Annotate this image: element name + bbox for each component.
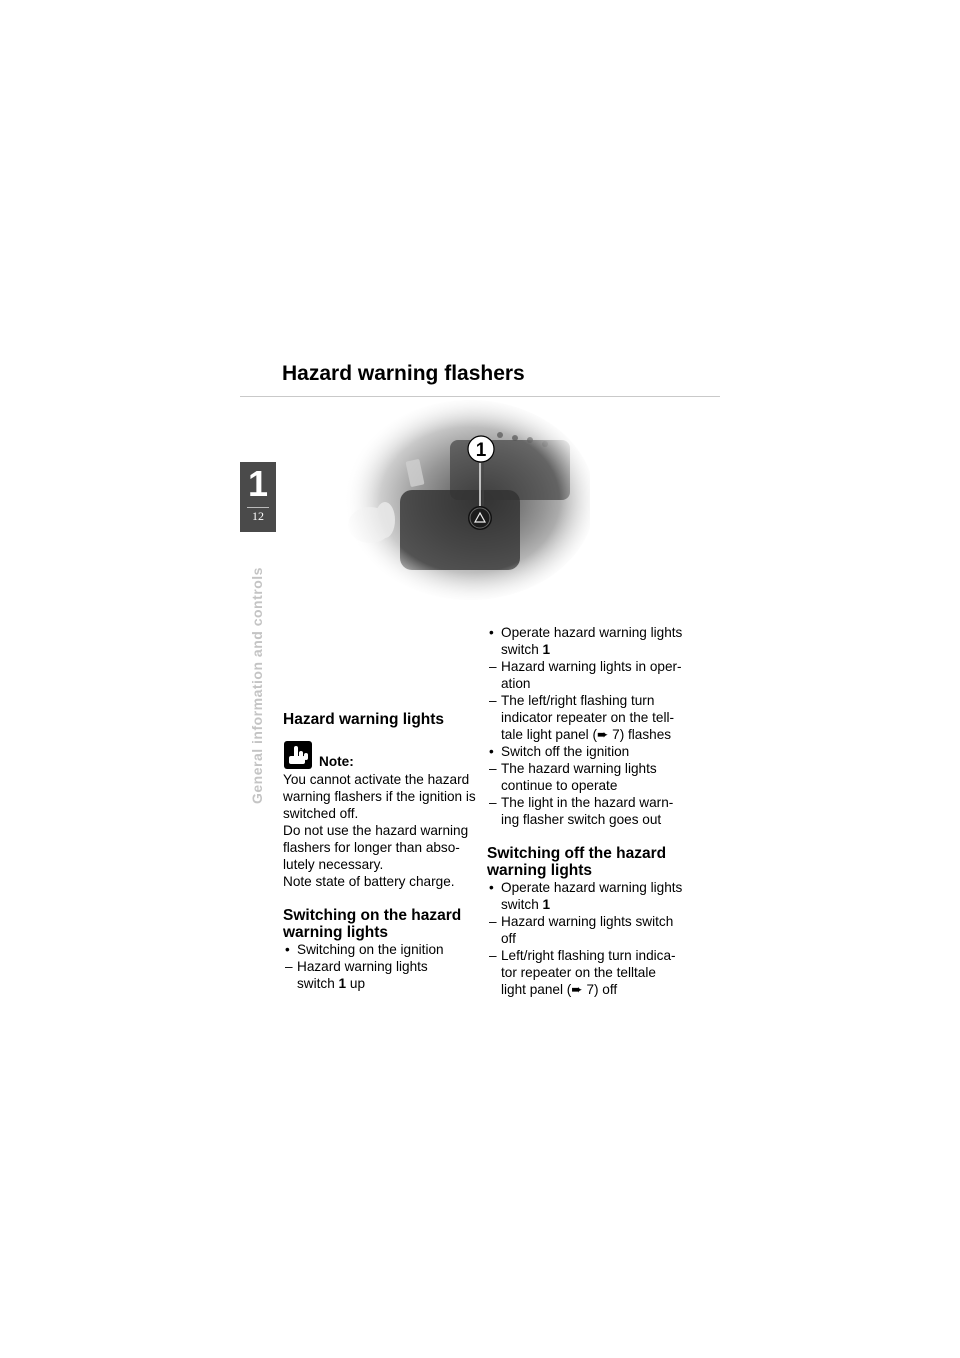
hazard-switch-illustration	[340, 400, 590, 610]
section-heading-switching-off	[487, 845, 697, 879]
list-marker: –	[489, 761, 497, 776]
item-ref: 1	[338, 976, 347, 991]
note-hand-icon	[283, 740, 313, 770]
side-label: General information and controls	[249, 567, 265, 804]
heading-line: warning lights	[487, 862, 593, 879]
item-ref: 1	[542, 642, 551, 657]
section-heading-switching-on	[283, 907, 478, 941]
item-line: Switching on the ignition	[297, 942, 444, 957]
item-line: Operate hazard warning lights	[501, 880, 683, 895]
list-marker: –	[489, 659, 497, 674]
list-item	[487, 658, 697, 692]
note-line: You cannot activate the hazard	[283, 772, 470, 787]
list-item	[283, 941, 478, 958]
item-text: switch	[297, 976, 339, 991]
item-line	[501, 896, 697, 913]
item-text: 7) off	[582, 982, 618, 997]
item-line: continue to operate	[501, 778, 618, 793]
right-column	[487, 624, 697, 998]
list-item	[487, 947, 697, 998]
list-marker: •	[489, 744, 494, 759]
list-item	[487, 879, 697, 913]
item-line: The hazard warning lights	[501, 761, 657, 776]
list-marker: –	[489, 795, 497, 810]
list-item	[487, 743, 697, 760]
list-item	[283, 958, 478, 975]
item-line: indicator repeater on the tell-	[501, 710, 675, 725]
list-item	[487, 624, 697, 658]
item-text: switch	[501, 642, 543, 657]
note-line: lutely necessary.	[283, 857, 384, 872]
list-marker: –	[285, 959, 293, 974]
item-line: Switch off the ignition	[501, 744, 630, 759]
arrow-icon: ➨	[571, 982, 583, 997]
title-divider	[240, 396, 720, 397]
item-line: tor repeater on the telltale	[501, 965, 656, 980]
list-item	[487, 913, 697, 947]
chapter-tab	[240, 462, 276, 532]
list-item	[487, 692, 697, 743]
item-line	[501, 641, 697, 658]
left-column	[283, 711, 478, 992]
note-text	[283, 771, 478, 890]
note-line: flashers for longer than abso-	[283, 840, 460, 855]
item-line	[501, 981, 697, 998]
item-line: ing flasher switch goes out	[501, 812, 662, 827]
note-line: Do not use the hazard warning	[283, 823, 469, 838]
item-line: The left/right flashing turn	[501, 693, 655, 708]
note-line: warning flashers if the ignition is	[283, 789, 476, 804]
list-marker: –	[489, 693, 497, 708]
item-ref: 1	[542, 897, 551, 912]
item-line: off	[501, 931, 516, 946]
item-line: The light in the hazard warn-	[501, 795, 674, 810]
note-line: switched off.	[283, 806, 359, 821]
item-text: light panel (	[501, 982, 572, 997]
list-marker: •	[489, 625, 494, 640]
switching-off-list	[487, 913, 697, 947]
item-line: ation	[501, 676, 531, 691]
item-line: Hazard warning lights in oper-	[501, 659, 682, 674]
side-label-wrapper	[247, 546, 269, 806]
item-text: switch	[501, 897, 543, 912]
operation-list	[487, 658, 697, 692]
note-header	[283, 740, 478, 770]
list-marker: •	[489, 880, 494, 895]
list-item	[487, 760, 697, 794]
heading-line: Switching on the hazard	[283, 907, 462, 924]
operation-list-continued	[487, 743, 697, 828]
arrow-icon: ➨	[596, 727, 609, 742]
chapter-number: 1	[247, 463, 269, 504]
list-marker: –	[489, 948, 497, 963]
list-marker: •	[285, 942, 290, 957]
item-line	[501, 726, 697, 743]
item-text: tale light panel (	[501, 727, 597, 742]
switching-on-list	[283, 941, 478, 975]
list-marker: –	[489, 914, 497, 929]
list-item	[283, 975, 478, 992]
heading-line: Switching off the hazard	[487, 845, 667, 862]
list-item	[487, 794, 697, 828]
note-label: Note:	[319, 754, 354, 769]
item-text: 7) flashes	[608, 727, 672, 742]
page-number: 12	[252, 509, 264, 523]
item-line: Hazard warning lights	[297, 959, 428, 974]
heading-line: warning lights	[283, 924, 389, 941]
page-title: Hazard warning flashers	[282, 362, 525, 385]
item-text: up	[346, 976, 366, 991]
chapter-divider	[247, 507, 269, 508]
item-line: Left/right flashing turn indica-	[501, 948, 676, 963]
section-heading-hazard-warning-lights: Hazard warning lights	[283, 711, 445, 728]
item-line: Hazard warning lights switch	[501, 914, 674, 929]
item-line: Operate hazard warning lights	[501, 625, 683, 640]
note-line: Note state of battery charge.	[283, 874, 455, 889]
